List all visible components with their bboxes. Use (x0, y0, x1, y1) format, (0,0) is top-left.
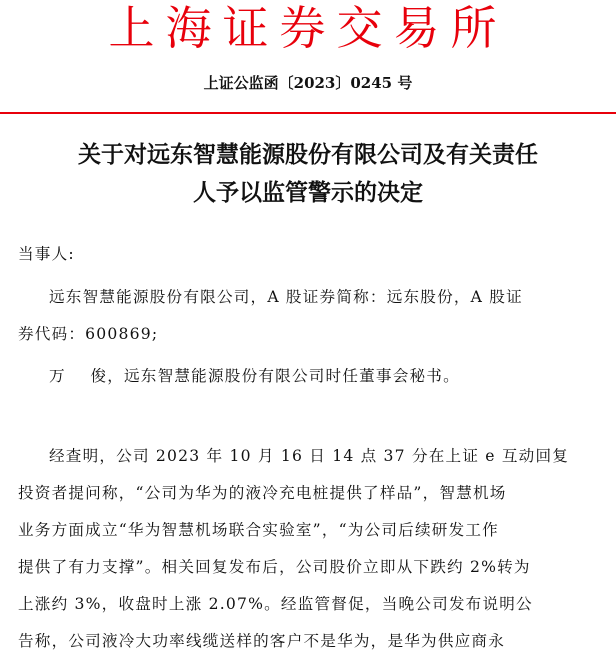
party-person-line: 万 俊，远东智慧能源股份有限公司时任董事会秘书。 (49, 367, 460, 385)
findings-line-5: 上涨约 3%，收盘时上涨 2.07%。经监管督促，当晚公司发布说明公 (18, 595, 533, 613)
document-title (0, 136, 616, 212)
findings-line-1: 经查明，公司 2023 年 10 月 16 日 14 点 37 分在上证 e 互动回复 (49, 447, 570, 465)
document-title-line-1: 关于对远东智慧能源股份有限公司及有关责任 (78, 142, 538, 168)
party-company-line-2: 券代码：600869; (18, 325, 159, 343)
document-number: 上证公监函〔2023〕0245 号 (203, 74, 413, 92)
findings-line-4: 提供了有力支撑”。相关回复发布后，公司股价立即从下跌约 2%转为 (18, 558, 531, 576)
issuer-name: 上海证券交易所 (108, 1, 508, 55)
findings-line-2: 投资者提问称，“公司为华为的液冷充电桩提供了样品”，智慧机场 (18, 484, 507, 502)
findings-line-3: 业务方面成立“华为智慧机场联合实验室”，“为公司后续研发工作 (18, 521, 499, 539)
party-company-line-1: 远东智慧能源股份有限公司，A 股证券简称：远东股份，A 股证 (49, 288, 523, 306)
parties-label: 当事人: (18, 245, 75, 263)
document-title-line-2: 人予以监管警示的决定 (193, 180, 423, 206)
header-divider (0, 112, 616, 114)
findings-line-6: 告称，公司液冷大功率线缆送样的客户不是华为，是华为供应商永 (18, 632, 506, 650)
